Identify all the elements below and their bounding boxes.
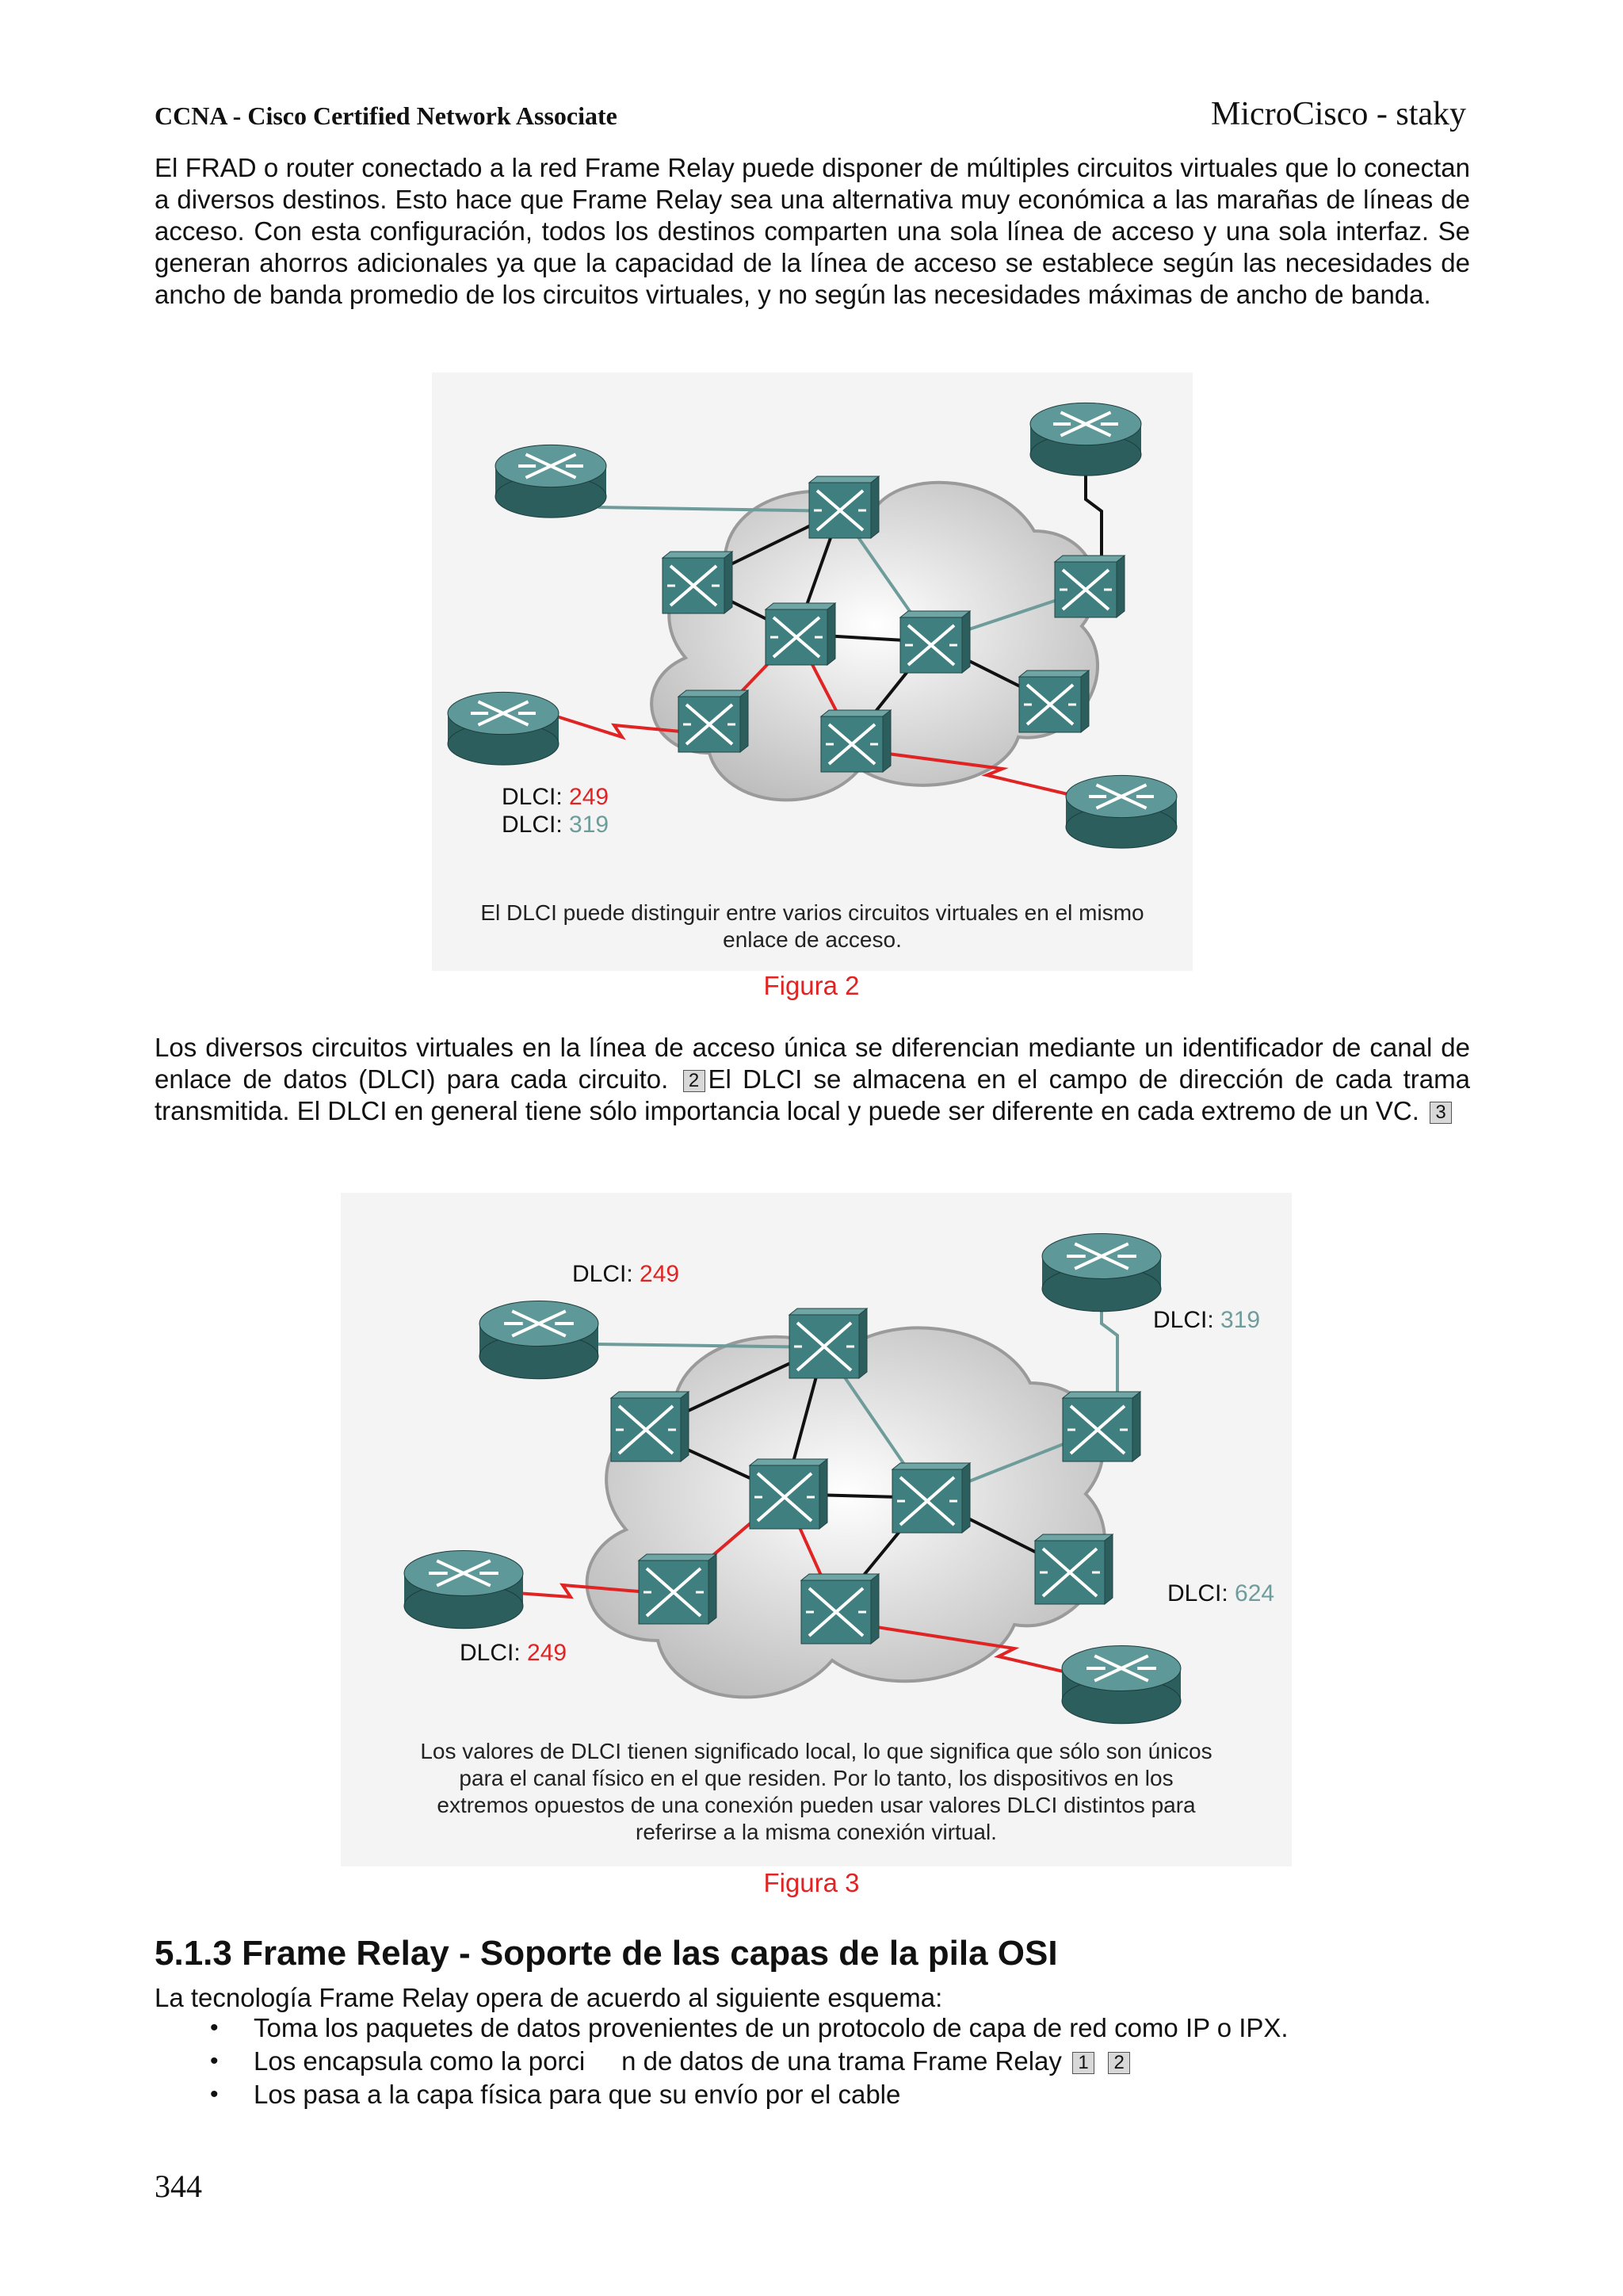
frame-relay-switch-icon xyxy=(639,1554,716,1624)
header-title: CCNA - Cisco Certified Network Associate xyxy=(155,101,617,130)
frame-relay-switch-icon xyxy=(892,1463,970,1533)
router-icon xyxy=(495,445,606,518)
page-number: 344 xyxy=(155,2168,202,2204)
list-item: • Toma los paquetes de datos provenientes de un protocolo de capa de red como IP o IPX. xyxy=(155,2011,1289,2045)
paragraph-dlci: Los diversos circuitos virtuales en la línea de acceso única se diferencian mediante un identificador de canal de enlace de datos (DLCI) para cada circuito. 2 El DLCI se almacena en el campo de dirección de cada trama transmitida. El DLCI en general tiene sólo importancia local y puede ser diferente en cada extremo de un VC. 3 xyxy=(155,1033,1470,1125)
frame-relay-switch-icon xyxy=(750,1459,827,1529)
frame-relay-switch-icon xyxy=(663,552,732,613)
frame-relay-switch-icon xyxy=(821,710,891,772)
dlci-bottom-left-label: DLCI: 249 xyxy=(460,1640,567,1666)
frame-relay-switch-icon xyxy=(789,1308,867,1378)
frame-relay-switch-icon xyxy=(801,1574,879,1644)
frame-relay-switch-icon xyxy=(809,476,879,538)
frame-relay-switch-icon xyxy=(678,690,748,752)
list-item: • Los encapsula como la porci n de datos de una trama Frame Relay 1 2 xyxy=(155,2045,1289,2078)
frame-relay-switch-icon xyxy=(1035,1534,1113,1604)
section-title: 5.1.3 Frame Relay - Soporte de las capas de la pila OSI xyxy=(155,1934,1058,1973)
section-intro: La tecnología Frame Relay opera de acuerdo al siguiente esquema: xyxy=(155,1983,943,2012)
frame-relay-switch-icon xyxy=(1063,1392,1140,1461)
frame-relay-switch-icon xyxy=(611,1392,689,1461)
figure-ref-3[interactable]: 3 xyxy=(1430,1102,1452,1124)
router-icon xyxy=(448,692,559,765)
figure-3-label: Figura 3 xyxy=(763,1868,860,1897)
figure-3-diagram xyxy=(341,1193,1292,1866)
dlci-right-label: DLCI: 319 xyxy=(1153,1307,1261,1333)
paragraph-frad: El FRAD o router conectado a la red Frame Relay puede disponer de múltiples circuitos virtuales que lo conectan a diversos destinos. Esto hace que Frame Relay sea una alternativa muy económica a las marañas de líneas de acceso. Con esta configuración, todos los destinos comparten una sola línea de acceso y una sola interfaz. Se generan ahorros adicionales ya que la capacidad de la línea de acceso se establece según las necesidades de ancho de banda promedio de los circuitos virtuales, y no según las necesidades máximas de ancho de banda. xyxy=(155,153,1470,309)
router-icon xyxy=(404,1551,523,1629)
dlci-bottom-right-label: DLCI: 624 xyxy=(1167,1580,1275,1606)
dlci-top-label: DLCI: 249 xyxy=(572,1261,680,1287)
network-diagram-2 xyxy=(432,372,1193,971)
frame-relay-switch-icon xyxy=(1019,670,1089,732)
figure-2-diagram xyxy=(432,372,1193,971)
frame-relay-switch-icon xyxy=(1055,556,1125,617)
router-icon xyxy=(1042,1234,1161,1312)
frame-relay-switch-icon xyxy=(766,603,835,665)
frame-relay-switch-icon xyxy=(900,611,970,673)
figure-2-caption: El DLCI puede distinguir entre varios circuitos virtuales en el mismo enlace de acceso. xyxy=(480,900,1144,952)
dlci-red-label: DLCI: 249 xyxy=(502,784,609,810)
figure-ref-2[interactable]: 2 xyxy=(683,1070,705,1092)
header-author: MicroCisco - staky xyxy=(1211,96,1466,132)
figure-2-label: Figura 2 xyxy=(763,971,860,1000)
router-icon xyxy=(1062,1646,1181,1724)
figure-ref-1[interactable]: 1 xyxy=(1072,2052,1094,2074)
router-icon xyxy=(1030,403,1141,476)
bullet-list xyxy=(155,2011,1289,2111)
figure-ref-2[interactable]: 2 xyxy=(1108,2052,1130,2074)
router-icon xyxy=(479,1301,598,1379)
dlci-teal-label: DLCI: 319 xyxy=(502,812,609,838)
router-icon xyxy=(1066,775,1177,848)
figure-3-caption: Los valores de DLCI tienen significado local, lo que significa que sólo son únicos para el canal físico en el que residen. Por lo tanto, los dispositivos en los extremos opuestos de una conexión pueden usar valores DLCI distintos para referirse a la misma conexión virtual. xyxy=(420,1739,1212,1844)
list-item: • Los pasa a la capa física para que su envío por el cable xyxy=(155,2078,1289,2111)
